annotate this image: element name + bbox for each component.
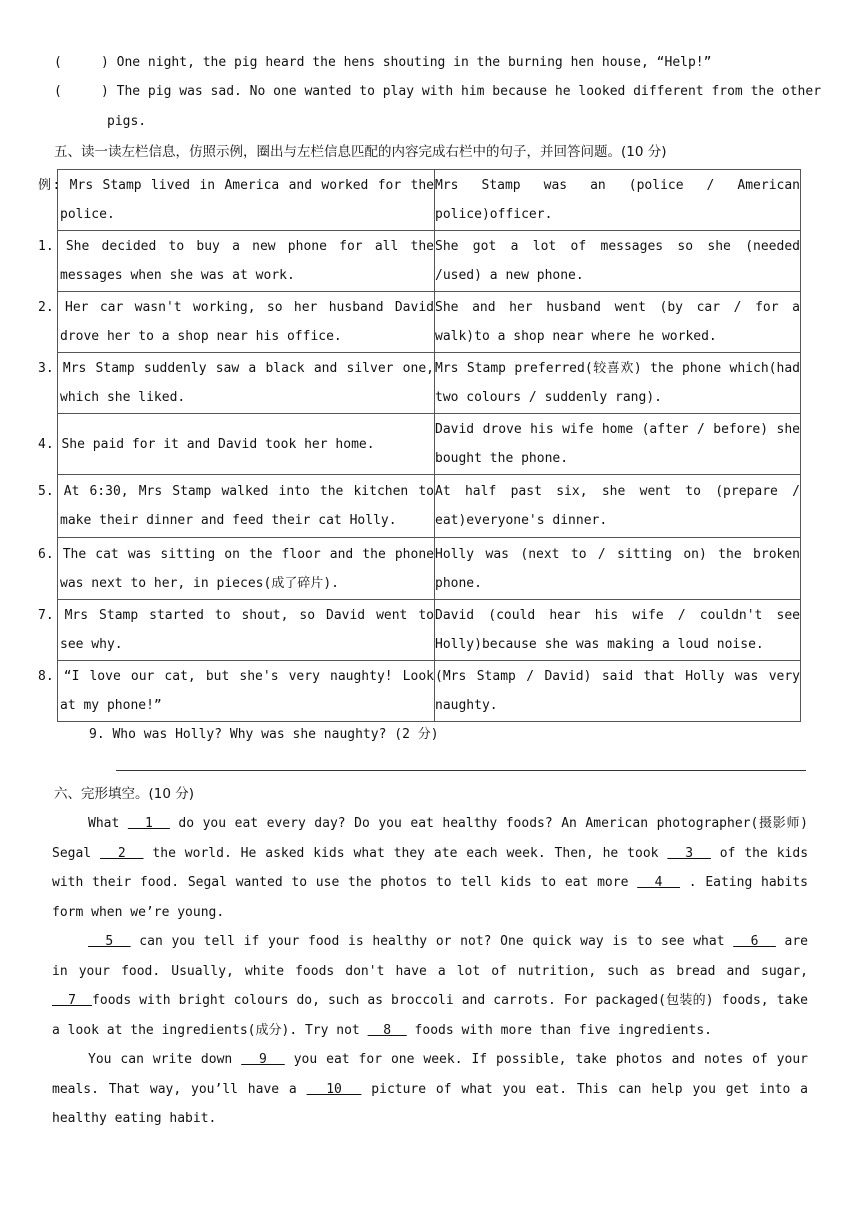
table-row xyxy=(58,475,801,538)
judge-paren-2: ( ) xyxy=(54,84,109,99)
row-left: 6. The cat was sitting on the floor and the phone was next to her, in pieces(成了碎片). xyxy=(58,538,435,600)
blank-1[interactable]: 1 xyxy=(127,816,170,831)
table-row xyxy=(58,661,801,722)
table-row xyxy=(58,538,801,600)
cloze-paragraph-3: You can write down 9 you eat for one week. If possible, take photos and notes of your meals. That way, you’ll have a 10 picture of what you eat. This can help you get into a healthy eating habit. xyxy=(52,1052,808,1126)
blank-2[interactable]: 2 xyxy=(100,845,144,861)
blank-7[interactable]: 7 xyxy=(52,993,93,1008)
judge-paren-1: ( ) xyxy=(54,55,109,70)
row-left: 1. She decided to buy a new phone for all the messages when she was at work. xyxy=(58,231,435,292)
cloze-paragraph-2: 5 can you tell if your food is healthy or not? One quick way is to see what 6 are in your food. Usually, white foods don't have a lot of nutrition, such as bread and sugar, 7 foods with bright colours do, such as broccoli and carrots. For packaged(包装的) foods, take a look at the ingredients(成分). Try not 8 foods with more than five ingredients. xyxy=(52,934,809,1038)
blank-6[interactable]: 6 xyxy=(733,934,776,949)
row-left: 5. At 6:30, Mrs Stamp walked into the kitchen to make their dinner and feed their cat Holly. xyxy=(58,475,435,538)
row-left: 4. She paid for it and David took her home. xyxy=(58,414,435,475)
judge-text-2: The pig was sad. No one wanted to play with him because he looked different from the other xyxy=(116,84,822,99)
row-left: 3. Mrs Stamp suddenly saw a black and silver one, which she liked. xyxy=(58,353,435,414)
row-left: 7. Mrs Stamp started to shout, so David went to see why. xyxy=(58,600,435,661)
blank-5[interactable]: 5 xyxy=(88,934,131,949)
row-left: 例: Mrs Stamp lived in America and worked for the police. xyxy=(58,170,435,231)
blank-9[interactable]: 9 xyxy=(241,1052,285,1067)
judge-item-1 xyxy=(54,55,711,71)
section6-heading: 六、完形填空。(10 分) xyxy=(54,786,195,802)
question-9: 9. Who was Holly? Why was she naughty? (2 分) xyxy=(89,727,439,742)
cloze-paragraph-1: What 1 do you eat every day? Do you eat healthy foods? An American photographer(摄影师) Segal 2 the world. He asked kids what they ate each week. Then, he took 3 of the kids with their food. Segal wanted to use the photos to tell kids to eat more 4 . Eating habits form when we’re young. xyxy=(52,816,809,920)
row-right[interactable]: She got a lot of messages so she (needed /used) a new phone. xyxy=(435,231,801,292)
matching-table xyxy=(38,169,801,722)
blank-8[interactable]: 8 xyxy=(367,1022,407,1038)
row-right[interactable]: Mrs Stamp was an (police / American police)officer. xyxy=(435,170,801,231)
judge-item-2 xyxy=(54,84,821,100)
row-right[interactable]: David (could hear his wife / couldn't see Holly)because she was making a loud noise. xyxy=(435,600,801,661)
row-right[interactable]: At half past six, she went to (prepare / eat)everyone's dinner. xyxy=(435,475,801,538)
blank-10[interactable]: 10 xyxy=(306,1081,362,1097)
row-right[interactable]: Mrs Stamp preferred(较喜欢) the phone which(had two colours / suddenly rang). xyxy=(435,353,801,414)
row-right[interactable]: (Mrs Stamp / David) said that Holly was very naughty. xyxy=(435,661,801,722)
judge-text-1: One night, the pig heard the hens shouting in the burning hen house, “Help!” xyxy=(116,55,712,70)
row-right[interactable]: Holly was (next to / sitting on) the broken phone. xyxy=(435,538,801,600)
row-right[interactable]: She and her husband went (by car / for a walk)to a shop near where he worked. xyxy=(435,292,801,353)
row-left: 2. Her car wasn't working, so her husband David drove her to a shop near his office. xyxy=(58,292,435,353)
answer-line[interactable] xyxy=(116,770,806,771)
table-row xyxy=(58,170,801,231)
table-row xyxy=(58,353,801,414)
table-row xyxy=(58,231,801,292)
table-row xyxy=(58,292,801,353)
table-row xyxy=(58,600,801,661)
section5-heading: 五、读一读左栏信息，仿照示例，圈出与左栏信息匹配的内容完成右栏中的句子，并回答问题。(10 分) xyxy=(54,144,667,160)
judge-item-2-cont: pigs. xyxy=(107,114,147,129)
row-right[interactable]: David drove his wife home (after / before) she bought the phone. xyxy=(435,414,801,475)
table-row xyxy=(58,414,801,475)
blank-3[interactable]: 3 xyxy=(667,845,711,861)
row-left: 8. “I love our cat, but she's very naughty! Look at my phone!” xyxy=(58,661,435,722)
blank-4[interactable]: 4 xyxy=(637,875,680,890)
